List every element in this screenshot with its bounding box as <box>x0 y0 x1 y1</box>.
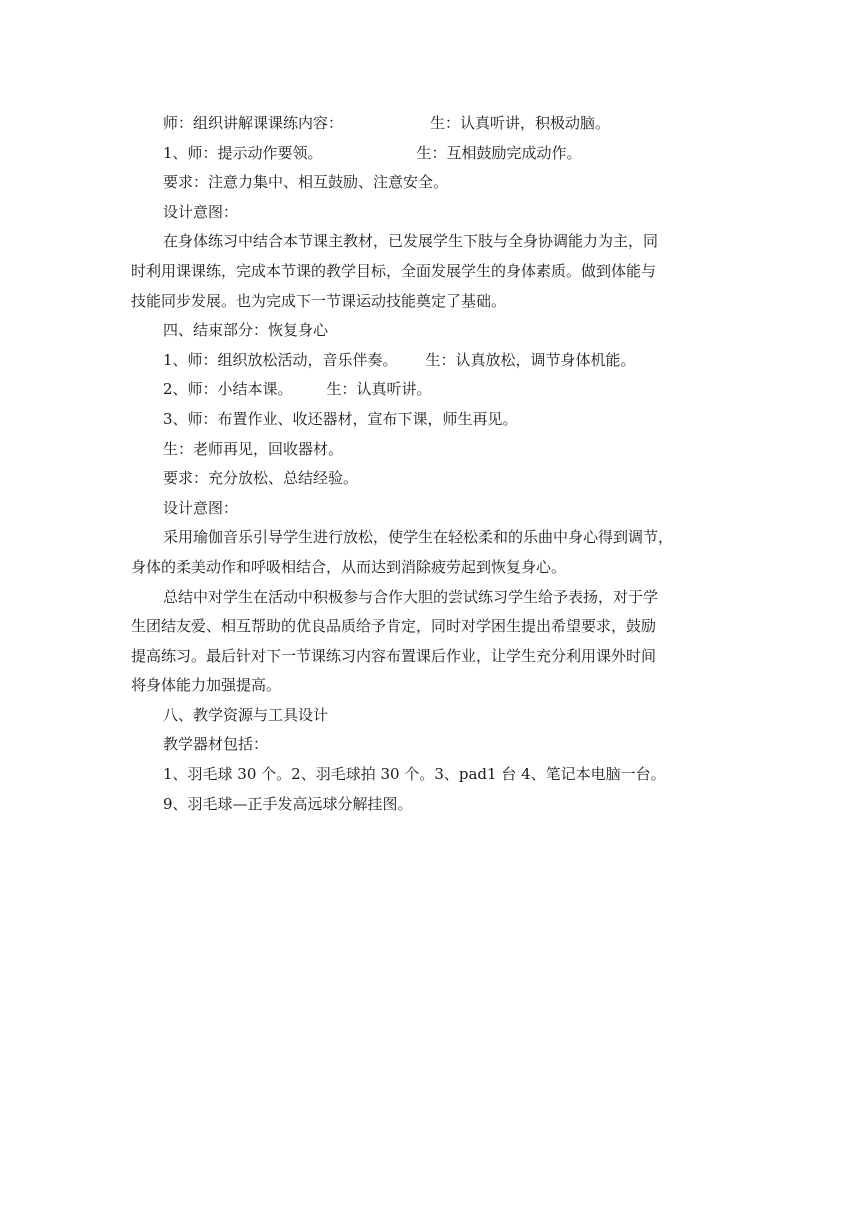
student-response: 生：认真听讲。 <box>326 380 432 399</box>
teacher-instruction: 1、师：组织放松活动，音乐伴奏。 <box>163 350 398 369</box>
paragraph-row: 技能同步发展。也为完成下一节课运动技能奠定了基础。 <box>131 291 507 310</box>
teacher-instruction: 师：组织讲解课课练内容： <box>163 114 344 132</box>
section-heading <box>131 316 737 346</box>
requirement-text: 要求：注意力集中、相互鼓励、注意安全。 <box>163 173 449 192</box>
equipment-list: 9、羽毛球—正手发高远球分解挂图。 <box>163 794 413 813</box>
text-line <box>131 790 737 820</box>
section-heading-text: 八、教学资源与工具设计 <box>163 705 329 724</box>
text-line <box>131 346 737 376</box>
paragraph-row: 在身体练习中结合本节课主教材，已发展学生下肢与全身协调能力为主，同 <box>163 232 659 251</box>
paragraph <box>131 523 737 582</box>
text-line <box>131 464 737 494</box>
paragraph <box>131 583 737 701</box>
text-line <box>131 730 737 760</box>
paragraph-row: 总结中对学生在活动中积极参与合作大胆的尝试练习学生给予表扬，对于学 <box>163 587 659 606</box>
student-response: 生：认真听讲，积极动脑。 <box>430 114 611 132</box>
section-heading-text: 四、结束部分：恢复身心 <box>163 321 329 340</box>
student-response: 生：互相鼓励完成动作。 <box>416 143 582 162</box>
student-response: 生：老师再见，回收器材。 <box>163 439 344 458</box>
teacher-instruction: 2、师：小结本课。 <box>163 380 293 399</box>
paragraph-row: 将身体能力加强提高。 <box>131 676 282 695</box>
text-line <box>131 139 737 169</box>
requirement-text: 要求：充分放松、总结经验。 <box>163 469 359 488</box>
teacher-instruction: 1、师：提示动作要领。 <box>163 143 323 162</box>
paragraph-row: 生团结友爱、相互帮助的优良品质给予肯定，同时对学困生提出希望要求，鼓励 <box>131 617 657 636</box>
document-body <box>131 109 737 819</box>
text-line <box>131 198 737 228</box>
text-line <box>131 760 737 790</box>
teacher-instruction: 3、师：布置作业、收还器材，宣布下课，师生再见。 <box>163 409 518 428</box>
paragraph-row: 身体的柔美动作和呼吸相结合，从而达到消除疲劳起到恢复身心。 <box>131 557 567 576</box>
paragraph-row: 时利用课课练，完成本节课的教学目标，全面发展学生的身体素质。做到体能与 <box>131 261 657 280</box>
design-intent-heading: 设计意图： <box>163 202 239 221</box>
text-line <box>131 109 737 139</box>
paragraph <box>131 227 737 316</box>
equipment-heading: 教学器材包括： <box>163 735 269 754</box>
text-line <box>131 405 737 435</box>
text-line <box>131 435 737 465</box>
text-line <box>131 494 737 524</box>
equipment-list: 1、羽毛球 30 个。2、羽毛球拍 30 个。3、pad1 台 4、笔记本电脑一台。 <box>163 765 666 784</box>
section-heading <box>131 701 737 731</box>
paragraph-row: 提高练习。最后针对下一节课练习内容布置课后作业，让学生充分利用课外时间 <box>131 646 657 665</box>
design-intent-heading: 设计意图： <box>163 498 239 517</box>
text-line <box>131 168 737 198</box>
student-response: 生：认真放松，调节身体机能。 <box>425 350 636 369</box>
paragraph-row: 采用瑜伽音乐引导学生进行放松，使学生在轻松柔和的乐曲中身心得到调节， <box>163 528 674 547</box>
text-line <box>131 375 737 405</box>
